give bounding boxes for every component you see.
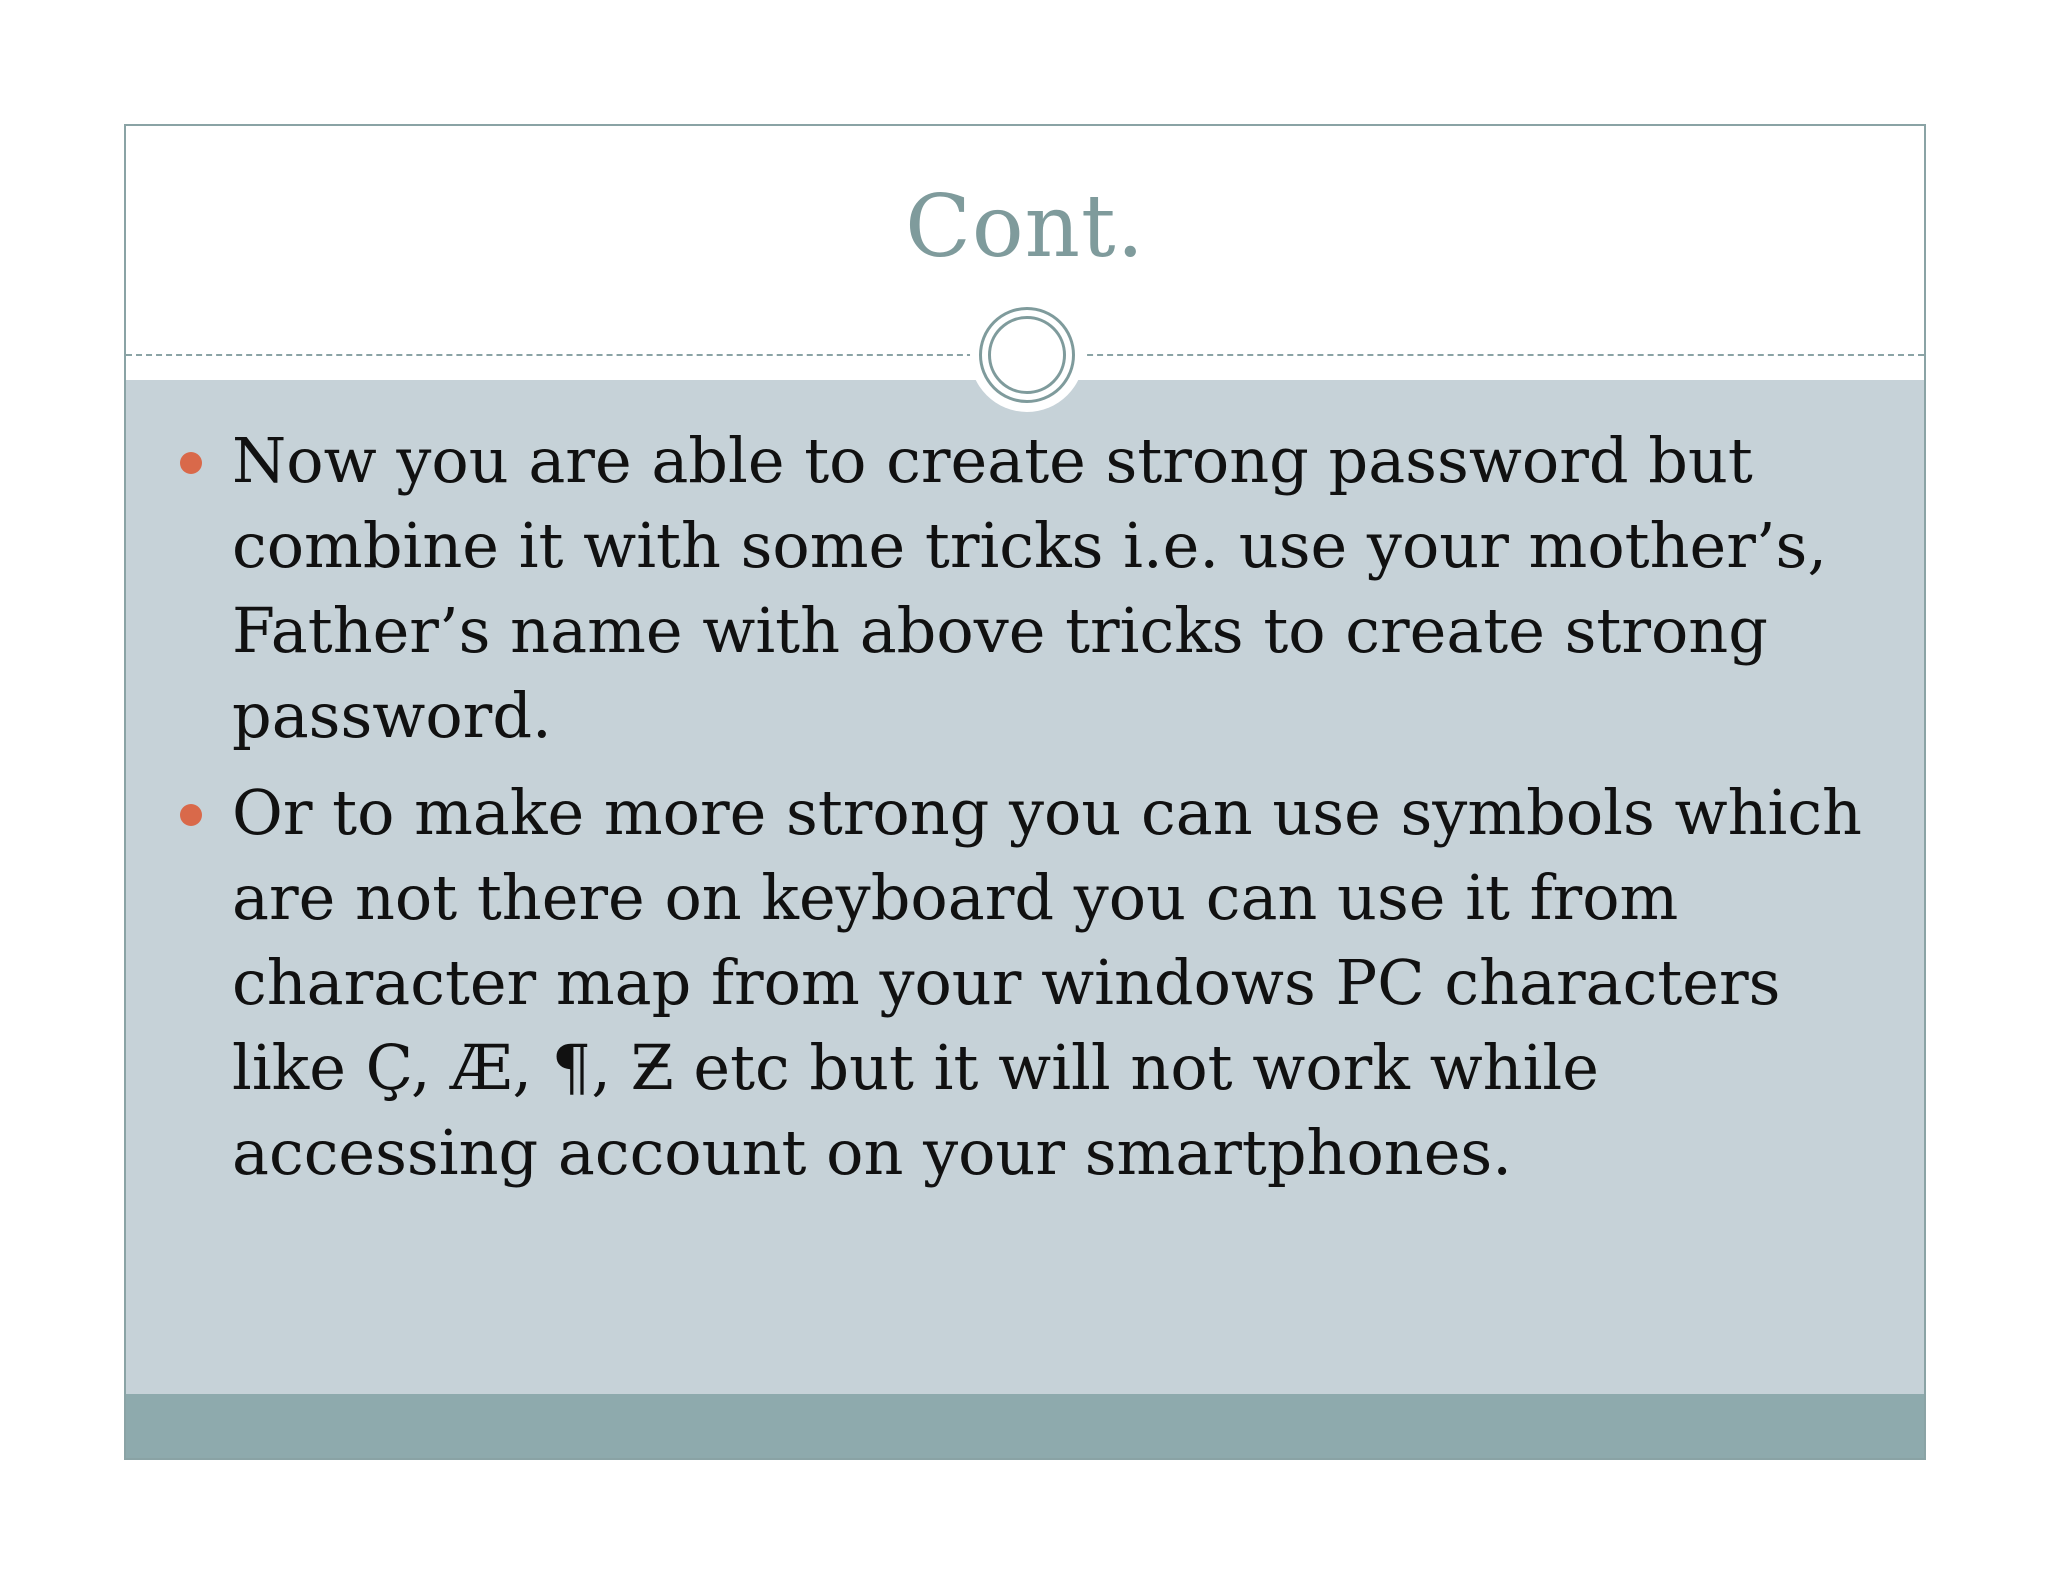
bullet-item <box>232 418 1892 758</box>
slide-title: Cont. <box>905 177 1145 277</box>
bullet-item <box>232 770 1892 1195</box>
bullet-text: Now you are able to create strong password but combine it with some tricks i.e. use your mother’s, Father’s name with above tricks to create strong password. <box>232 424 1828 752</box>
bullet-dot-icon <box>180 804 202 826</box>
footer-band <box>126 1394 1924 1458</box>
ring-ornament-icon <box>979 307 1075 403</box>
bullet-dot-icon <box>180 452 202 474</box>
bullet-text: Or to make more strong you can use symbols which are not there on keyboard you can use it from character map from your windows PC characters like Ç, Æ, ¶, Ƶ etc but it will not work while accessing account on your smartphones. <box>232 776 1862 1189</box>
bullet-list <box>232 418 1892 1207</box>
slide-frame <box>124 124 1926 1460</box>
